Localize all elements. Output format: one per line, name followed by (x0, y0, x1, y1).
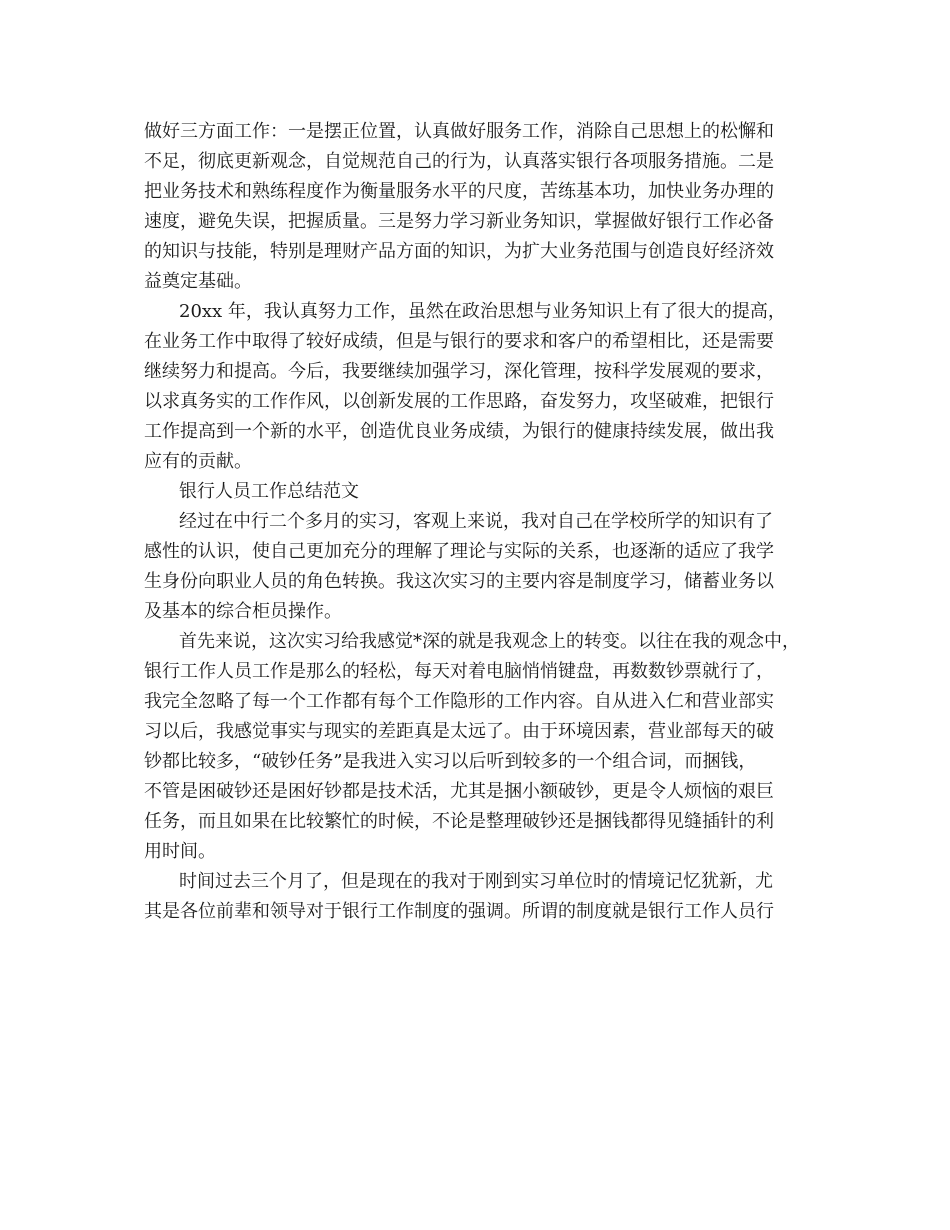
text-line: 的知识与技能，特别是理财产品方面的知识，为扩大业务范围与创造良好经济效 (144, 241, 774, 262)
text-line: 不管是困破钞还是困好钞都是技术活，尤其是捆小额破钞，更是令人烦恼的艰巨 (144, 781, 774, 802)
text-line: 及基本的综合柜员操作。 (144, 601, 342, 622)
text-line: 经过在中行二个多月的实习，客观上来说，我对自己在学校所学的知识有了 (179, 511, 773, 532)
text-line: 在业务工作中取得了较好成绩，但是与银行的要求和客户的希望相比，还是需要 (144, 331, 774, 352)
text-line: 时间过去三个月了，但是现在的我对于刚到实习单位时的情境记忆犹新，尤 (179, 871, 773, 892)
section-heading (144, 477, 814, 507)
text-line: 我完全忽略了每一个工作都有每个工作隐形的工作内容。自从进入仁和营业部实 (144, 691, 774, 712)
text-line: 应有的贡献。 (144, 451, 252, 472)
text-line: 益奠定基础。 (144, 271, 252, 292)
text-line: 不足，彻底更新观念，自觉规范自己的行为，认真落实银行各项服务措施。二是 (144, 151, 774, 172)
text-line: 任务，而且如果在比较繁忙的时候，不论是整理破钞还是捆钱都得见缝插针的利 (144, 811, 774, 832)
text-line: 感性的认识，使自己更加充分的理解了理论与实际的关系，也逐渐的适应了我学 (144, 541, 774, 562)
text-line: 把业务技术和熟练程度作为衡量服务水平的尺度，苦练基本功，加快业务办理的 (144, 181, 774, 202)
document-body (144, 117, 814, 927)
text-line: 速度，避免失误，把握质量。三是努力学习新业务知识，掌握做好银行工作必备 (144, 211, 774, 232)
text-line: 工作提高到一个新的水平，创造优良业务成绩，为银行的健康持续发展，做出我 (144, 421, 774, 442)
text-line: 用时间。 (144, 841, 216, 862)
text-line: 首先来说，这次实习给我感觉*深的就是我观念上的转变。以往在我的观念中， (179, 631, 800, 652)
text-line: 以求真务实的工作作风，以创新发展的工作思路，奋发努力，攻坚破难，把银行 (144, 391, 774, 412)
paragraph (144, 867, 814, 927)
paragraph (144, 297, 814, 477)
text-line: 习以后，我感觉事实与现实的差距真是太远了。由于环境因素，营业部每天的破 (144, 721, 774, 742)
text-line: 银行工作人员工作是那么的轻松，每天对着电脑悄悄键盘，再数数钞票就行了， (144, 661, 774, 682)
text-line: 生身份向职业人员的角色转换。我这次实习的主要内容是制度学习，储蓄业务以 (144, 571, 774, 592)
paragraph (144, 117, 814, 297)
paragraph (144, 507, 814, 627)
text-line: 做好三方面工作：一是摆正位置，认真做好服务工作，消除自己思想上的松懈和 (144, 121, 774, 142)
text-line: 20xx 年，我认真努力工作，虽然在政治思想与业务知识上有了很大的提高， (179, 301, 786, 322)
text-line: 钞都比较多，“破钞任务”是我进入实习以后听到较多的一个组合词，而捆钱， (144, 751, 757, 772)
paragraph (144, 627, 814, 867)
text-line: 银行人员工作总结范文 (179, 481, 359, 502)
text-line: 继续努力和提高。今后，我要继续加强学习，深化管理，按科学发展观的要求， (144, 361, 774, 382)
text-line: 其是各位前辈和领导对于银行工作制度的强调。所谓的制度就是银行工作人员行 (144, 901, 774, 922)
